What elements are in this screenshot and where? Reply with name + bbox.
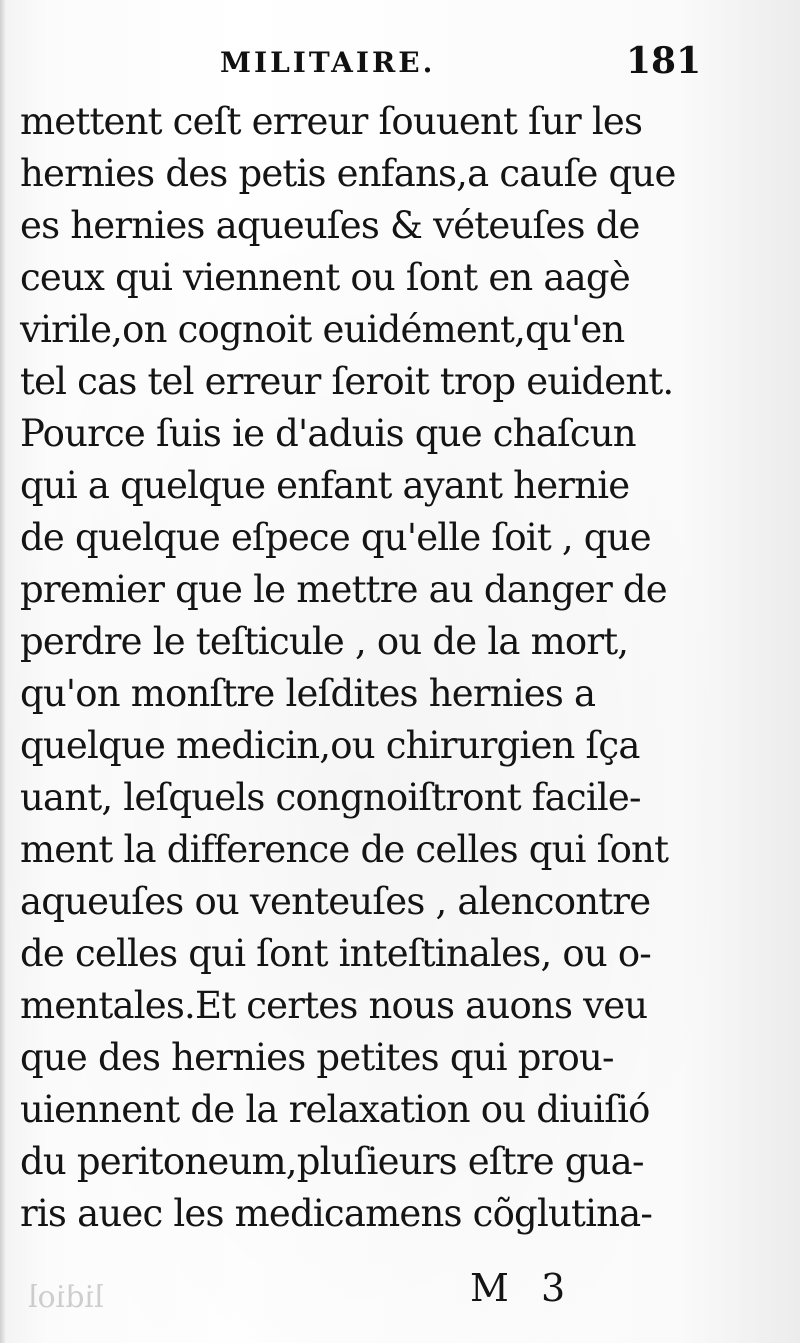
text-line: tel cas tel erreur ſeroit trop euident. — [20, 360, 674, 403]
text-line: es hernies aqueuſes & véteuſes de — [20, 204, 640, 247]
text-line: premier que le mettre au danger de — [20, 568, 667, 611]
text-line: du peritoneum,pluſieurs eſtre gua- — [20, 1140, 644, 1183]
text-line: perdre le teſticule , ou de la mort, — [20, 620, 629, 663]
text-line: aqueuſes ou venteuſes , alencontre — [20, 880, 651, 923]
text-line: ment la difference de celles qui ſont — [20, 828, 669, 871]
text-line: qui a quelque enfant ayant hernie — [20, 464, 630, 507]
page-header — [0, 40, 800, 90]
text-line: qu'on monſtre leſdites hernies a — [20, 672, 596, 715]
text-line: uiennent de la relaxation ou diuiſió — [20, 1088, 650, 1131]
running-head: MILITAIRE. — [220, 46, 436, 79]
signature-mark: M 3 — [470, 1266, 576, 1310]
text-line: Pource ſuis ie d'aduis que chaſcun — [20, 412, 636, 455]
text-line: ris auec les medicamens cõglutina- — [20, 1192, 653, 1235]
text-line: que des hernies petites qui prou- — [20, 1036, 614, 1079]
text-line: virile,on cognoit euidément,qu'en — [20, 308, 625, 351]
text-line: uant, leſquels congnoiſtront facile- — [20, 776, 641, 819]
text-line: quelque medicin,ou chirurgien ſça — [20, 724, 640, 767]
text-line: hernies des petis enfans,a cauſe que — [20, 152, 676, 195]
page-footer — [0, 1266, 800, 1326]
text-line: de celles qui ſont inteſtinales, ou o- — [20, 932, 652, 975]
page-number: 181 — [626, 40, 702, 82]
body-text — [20, 96, 720, 1240]
text-line: ceux qui viennent ou ſont en aagè — [20, 256, 630, 299]
page-gutter-shadow — [0, 0, 6, 1343]
bleed-through-text: lidiol — [28, 1280, 104, 1315]
text-line: de quelque eſpece qu'elle ſoit , que — [20, 516, 651, 559]
text-line: mentales.Et certes nous auons veu — [20, 984, 648, 1027]
text-line: mettent ceſt erreur ſouuent ſur les — [20, 100, 643, 143]
